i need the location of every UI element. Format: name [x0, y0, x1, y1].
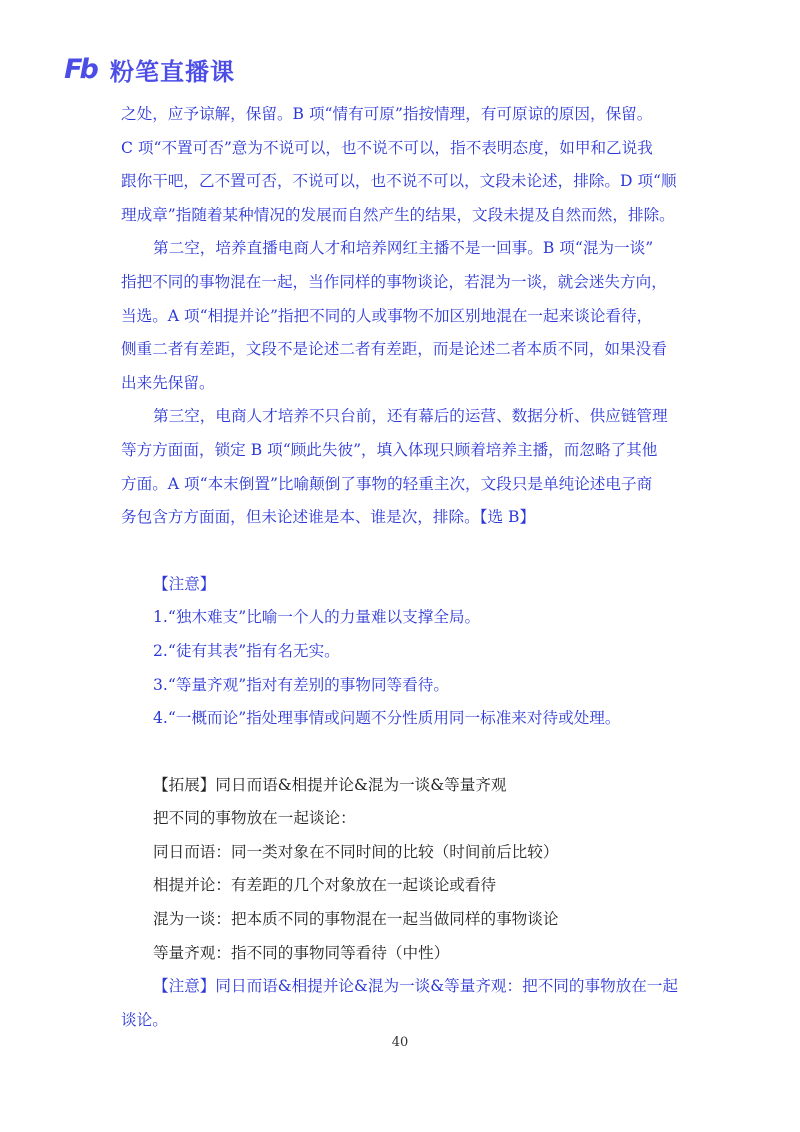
- note-title: 【注意】: [153, 574, 216, 593]
- paragraph-third-blank: [121, 400, 687, 534]
- text-line: 侧重二者有差距，文段不是论述二者有差距，而是论述二者本质不同，如果没看: [121, 340, 667, 359]
- text-line: 务包含方方面面，但未论述谁是本、谁是次，排除。【选 B】: [121, 508, 536, 527]
- text-line: 第二空，培养直播电商人才和培养网红主播不是一回事。B 项“混为一谈”: [153, 239, 654, 258]
- text-line: 出来先保留。: [121, 373, 215, 392]
- paragraph-second-blank: [121, 232, 687, 400]
- expand-item: 混为一谈：把本质不同的事物混在一起当做同样的事物谈论: [153, 910, 559, 929]
- text-line: 谈论。: [121, 1010, 168, 1029]
- text-line: 当选。A 项“相提并论”指把不同的人或事物不加区别地混在一起来谈论看待，: [121, 306, 653, 325]
- page-number: 40: [391, 1035, 409, 1050]
- expand-item: 同日而语：同一类对象在不同时间的比较（时间前后比较）: [153, 842, 559, 861]
- text-line: 【注意】同日而语&相提并论&混为一谈&等量齐观：把不同的事物放在一起: [153, 977, 679, 996]
- expand-item: 等量齐观：指不同的事物同等看待（中性）: [153, 943, 450, 962]
- paragraph-first-blank: [121, 98, 687, 232]
- note-section: [121, 568, 687, 736]
- text-line: 跟你干吧，乙不置可否，不说可以，也不说不可以，文段未论述，排除。D 项“顺: [121, 172, 677, 191]
- text-line: 之处，应予谅解，保留。B 项“情有可原”指按情理，有可原谅的原因，保留。: [121, 105, 653, 123]
- brand-name: 粉笔直播课: [110, 57, 235, 86]
- brand-logo: [58, 52, 235, 86]
- expand-item: 相提并论：有差距的几个对象放在一起谈论或看待: [153, 876, 497, 895]
- text-line: 指把不同的事物混在一起，当作同样的事物谈论，若混为一谈，就会迷失方向，: [121, 272, 667, 291]
- expand-item: 把不同的事物放在一起谈论：: [153, 809, 356, 828]
- page-content: [121, 98, 687, 1037]
- fb-logo-icon: Fb: [64, 53, 96, 85]
- text-line: 方面。A 项“本末倒置”比喻颠倒了事物的轻重主次，文段只是单纯论述电子商: [121, 474, 653, 493]
- note-item: 2.“徒有其表”指有名无实。: [153, 641, 340, 660]
- text-line: 第三空，电商人才培养不只台前，还有幕后的运营、数据分析、供应链管理: [153, 407, 668, 426]
- text-line: 等方方面面，锁定 B 项“顾此失彼”，填入体现只顾着培养主播，而忽略了其他: [121, 440, 658, 459]
- note-item: 1.“独木难支”比喻一个人的力量难以支撑全局。: [153, 608, 481, 627]
- text-line: 理成章”指随着某种情况的发展而自然产生的结果，文段未提及自然而然，排除。: [121, 205, 675, 224]
- expand-section: [121, 769, 687, 971]
- expand-title: 【拓展】同日而语&相提并论&混为一谈&等量齐观: [153, 775, 507, 794]
- final-note: [121, 970, 687, 1037]
- text-line: C 项“不置可否”意为不说可以，也不说不可以，指不表明态度，如甲和乙说我: [121, 138, 653, 157]
- note-item: 3.“等量齐观”指对有差别的事物同等看待。: [153, 675, 449, 694]
- note-item: 4.“一概而论”指处理事情或问题不分性质用同一标准来对待或处理。: [153, 709, 621, 728]
